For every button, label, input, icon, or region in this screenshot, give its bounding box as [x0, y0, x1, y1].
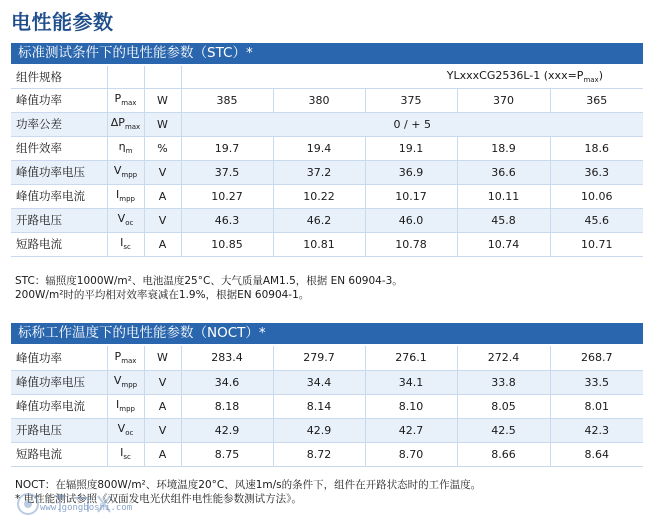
symbol-main: V: [113, 164, 122, 178]
noct-note-2: * 电性能测试参照《双面发电光伏组件电性能参数测试方法》。: [15, 493, 302, 505]
symbol-sub: mpp: [119, 195, 135, 204]
symbol-sub: oc: [125, 219, 134, 228]
param-value: 42.9: [273, 418, 365, 442]
param-value: 8.72: [273, 442, 365, 466]
param-value: 375: [365, 88, 457, 112]
symbol-sub: mpp: [119, 405, 135, 414]
symbol-main: P: [114, 350, 122, 364]
param-value: 8.70: [365, 442, 457, 466]
param-value: 42.3: [550, 418, 643, 442]
param-symbol: [107, 136, 144, 160]
param-unit: V: [144, 160, 181, 184]
param-value: 37.2: [273, 160, 365, 184]
symbol-main: V: [113, 374, 122, 388]
param-unit: V: [144, 418, 181, 442]
param-symbol: [107, 232, 144, 256]
param-value: 42.9: [181, 418, 273, 442]
param-value: 10.22: [273, 184, 365, 208]
param-value: 8.64: [550, 442, 643, 466]
param-symbol: [107, 370, 144, 394]
param-value: 34.4: [273, 370, 365, 394]
param-unit: W: [144, 346, 181, 370]
table-row: [11, 442, 643, 466]
symbol-main: I: [116, 188, 120, 202]
param-value: 276.1: [365, 346, 457, 370]
param-unit: V: [144, 208, 181, 232]
symbol-main: ΔP: [110, 116, 125, 130]
param-value: 380: [273, 88, 365, 112]
model-suffix: ): [598, 69, 603, 83]
param-unit: A: [144, 232, 181, 256]
param-unit: %: [144, 136, 181, 160]
param-symbol: [107, 394, 144, 418]
param-name: 开路电压: [11, 418, 107, 442]
symbol-main: η: [118, 140, 126, 154]
stc-note-1: STC：辐照度1000W/m²、电池温度25°C、大气质量AM1.5，根据 EN 60904-3。: [15, 275, 403, 287]
param-name: 峰值功率电流: [11, 184, 107, 208]
symbol-main: I: [116, 398, 120, 412]
noct-section-header: 标称工作温度下的电性能参数（NOCT）*: [11, 323, 643, 344]
symbol-main: P: [114, 92, 122, 106]
param-value: 8.66: [457, 442, 550, 466]
param-value: 34.6: [181, 370, 273, 394]
param-name: 峰值功率电压: [11, 370, 107, 394]
stc-section-header: 标准测试条件下的电性能参数（STC）*: [11, 43, 643, 64]
symbol-main: I: [120, 236, 124, 250]
param-symbol: [107, 346, 144, 370]
param-unit: W: [144, 112, 181, 136]
param-value: 10.85: [181, 232, 273, 256]
param-value: 36.9: [365, 160, 457, 184]
symbol-sub: m: [125, 147, 133, 156]
param-name: 短路电流: [11, 442, 107, 466]
param-value: 42.5: [457, 418, 550, 442]
symbol-main: V: [117, 422, 126, 436]
param-value: 37.5: [181, 160, 273, 184]
param-value: 272.4: [457, 346, 550, 370]
table-row: [11, 184, 643, 208]
param-value: 36.3: [550, 160, 643, 184]
symbol-sub: sc: [123, 243, 131, 252]
page-title: 电性能参数: [11, 10, 114, 34]
param-value: 370: [457, 88, 550, 112]
table-row: [11, 136, 643, 160]
param-value: 33.8: [457, 370, 550, 394]
param-unit: V: [144, 370, 181, 394]
param-unit: A: [144, 394, 181, 418]
symbol-sub: oc: [125, 429, 134, 438]
param-value: 18.9: [457, 136, 550, 160]
param-value: 46.3: [181, 208, 273, 232]
symbol-sub: max: [121, 357, 137, 366]
param-value: 10.71: [550, 232, 643, 256]
param-unit: W: [144, 88, 181, 112]
param-value: 34.1: [365, 370, 457, 394]
symbol-main: I: [120, 446, 124, 460]
model-sym-cell: [107, 66, 144, 88]
param-value: 45.8: [457, 208, 550, 232]
noct-table: [11, 346, 643, 467]
model-label: 组件规格: [11, 66, 107, 88]
param-value: 8.01: [550, 394, 643, 418]
table-row: [11, 232, 643, 256]
param-value: 385: [181, 88, 273, 112]
param-value: 0 / + 5: [181, 112, 643, 136]
param-value: 46.0: [365, 208, 457, 232]
table-row: [11, 394, 643, 418]
symbol-sub: mpp: [121, 381, 138, 390]
param-name: 峰值功率电流: [11, 394, 107, 418]
param-value: 10.27: [181, 184, 273, 208]
param-value: 19.7: [181, 136, 273, 160]
param-value: 10.06: [550, 184, 643, 208]
param-unit: A: [144, 442, 181, 466]
symbol-sub: max: [121, 99, 137, 108]
param-name: 短路电流: [11, 232, 107, 256]
param-value: 19.1: [365, 136, 457, 160]
param-name: 峰值功率: [11, 88, 107, 112]
param-value: 365: [550, 88, 643, 112]
param-value: 42.7: [365, 418, 457, 442]
table-row: [11, 346, 643, 370]
model-unit-cell: [144, 66, 181, 88]
param-value: 8.14: [273, 394, 365, 418]
param-symbol: [107, 88, 144, 112]
symbol-sub: mpp: [121, 171, 138, 180]
symbol-sub: max: [124, 123, 141, 132]
param-value: 8.18: [181, 394, 273, 418]
param-value: 33.5: [550, 370, 643, 394]
table-row: [11, 88, 643, 112]
param-symbol: [107, 442, 144, 466]
stc-note-2: 200W/m²时的平均相对效率衰减在1.9%，根据EN 60904-1。: [15, 289, 310, 301]
param-value: 45.6: [550, 208, 643, 232]
symbol-main: V: [117, 212, 126, 226]
table-row: [11, 112, 643, 136]
param-symbol: [107, 160, 144, 184]
param-symbol: [107, 418, 144, 442]
watermark-url: www.gongboshi.com: [40, 503, 133, 513]
table-row: [11, 370, 643, 394]
model-row: [11, 66, 643, 88]
param-value: 8.75: [181, 442, 273, 466]
param-value: 46.2: [273, 208, 365, 232]
param-value: 8.10: [365, 394, 457, 418]
model-prefix: YLxxxCG2536L-1 (xxx=P: [446, 69, 584, 83]
table-row: [11, 208, 643, 232]
model-name: [181, 66, 643, 88]
model-sub: max: [583, 76, 599, 85]
param-symbol: [107, 184, 144, 208]
noct-note-1: NOCT：在辐照度800W/m²、环境温度20°C、风速1m/s的条件下，组件在开路状态时的工作温度。: [15, 479, 482, 491]
param-symbol: [107, 208, 144, 232]
param-value: 10.78: [365, 232, 457, 256]
param-value: 279.7: [273, 346, 365, 370]
param-value: 10.81: [273, 232, 365, 256]
param-value: 8.05: [457, 394, 550, 418]
param-value: 10.74: [457, 232, 550, 256]
table-row: [11, 418, 643, 442]
table-row: [11, 160, 643, 184]
param-value: 10.11: [457, 184, 550, 208]
param-name: 峰值功率电压: [11, 160, 107, 184]
symbol-sub: sc: [123, 453, 131, 462]
param-value: 268.7: [550, 346, 643, 370]
param-value: 18.6: [550, 136, 643, 160]
stc-table: [11, 66, 643, 257]
param-name: 功率公差: [11, 112, 107, 136]
param-symbol: [107, 112, 144, 136]
param-name: 开路电压: [11, 208, 107, 232]
param-value: 36.6: [457, 160, 550, 184]
param-name: 峰值功率: [11, 346, 107, 370]
param-name: 组件效率: [11, 136, 107, 160]
param-unit: A: [144, 184, 181, 208]
param-value: 19.4: [273, 136, 365, 160]
param-value: 10.17: [365, 184, 457, 208]
param-value: 283.4: [181, 346, 273, 370]
